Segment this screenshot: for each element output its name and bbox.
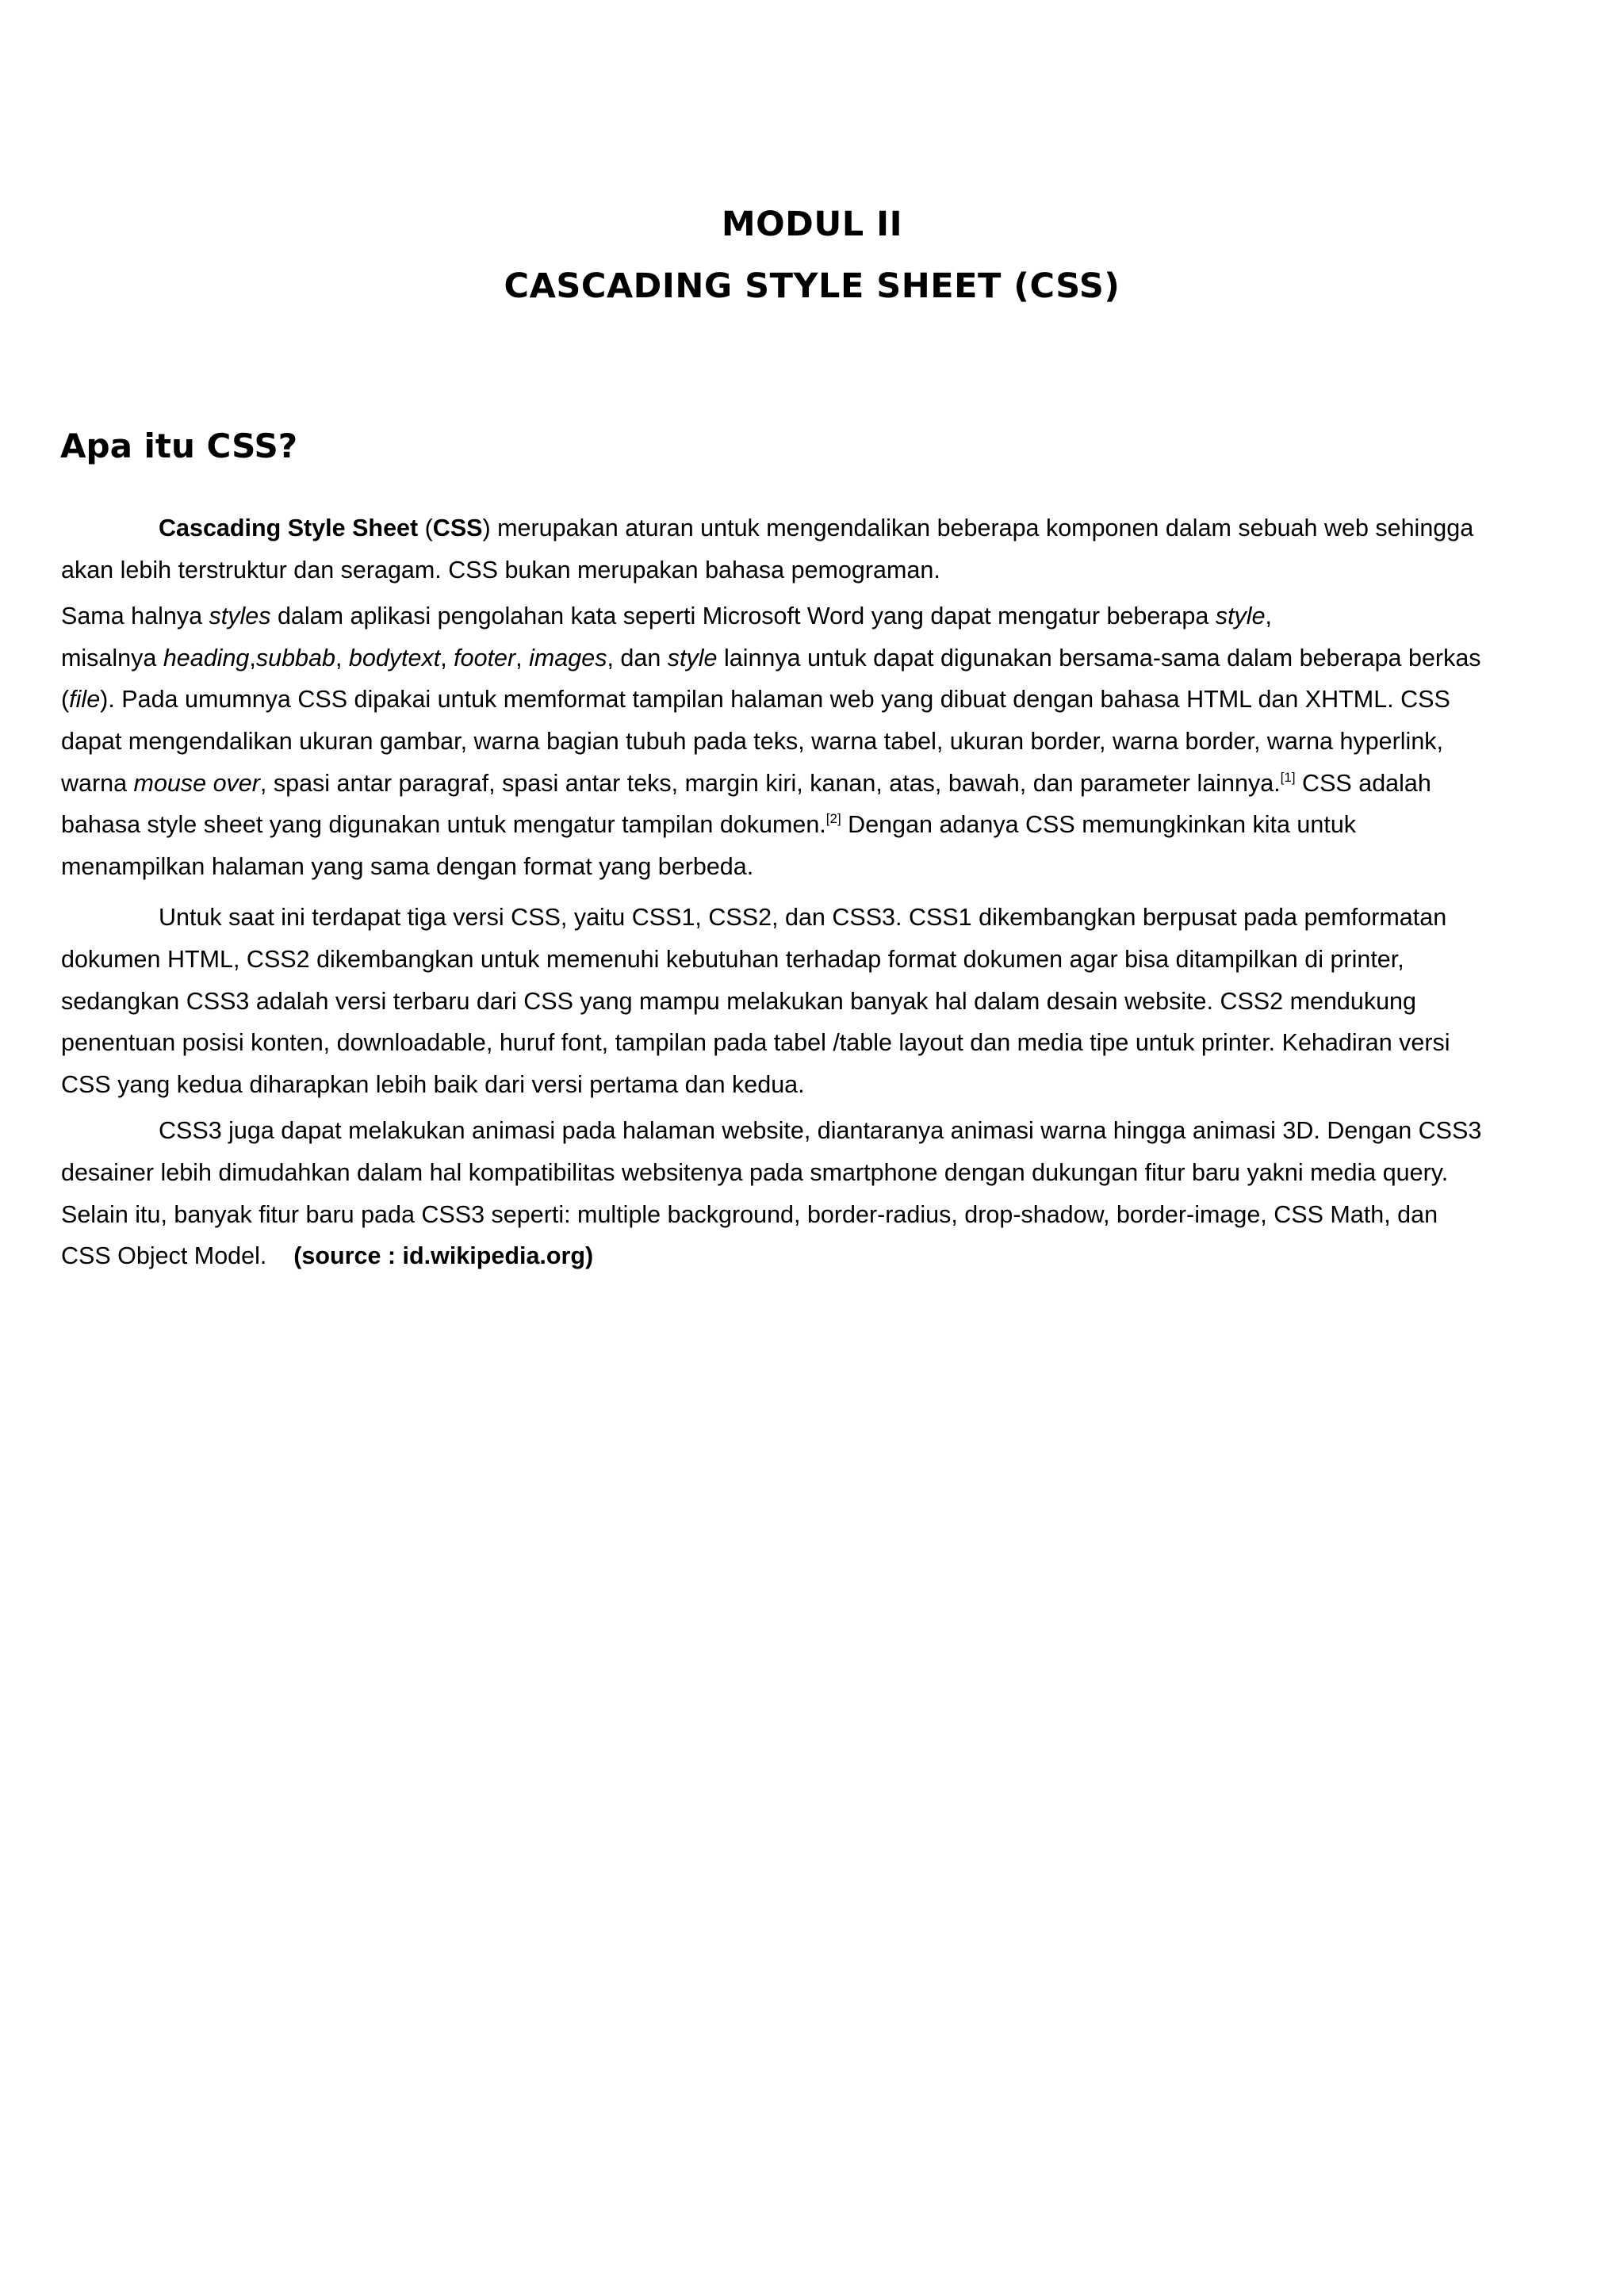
paragraph-4-line-2: desainer lebih dimudahkan dalam hal kompatibilitas websitenya pada smartphone dengan dukungan fitur baru yakni media query. bbox=[61, 1158, 1449, 1186]
text-span: , spasi antar paragraf, spasi antar teks, margin kiri, kanan, atas, bawah, dan parameter lainnya. bbox=[259, 769, 1281, 797]
paragraph-1-line-2: akan lebih terstruktur dan seragam. CSS bukan merupakan bahasa pemograman. bbox=[61, 556, 940, 584]
text-span: ) merupakan aturan untuk mengendalikan beberapa komponen dalam sebuah web sehingga bbox=[482, 515, 1474, 541]
paragraph-2-line-1 bbox=[61, 595, 1571, 637]
footnote-ref-2: [2] bbox=[825, 811, 841, 827]
paragraph-2-line-2 bbox=[61, 637, 1571, 679]
footnote-ref-1: [1] bbox=[1280, 769, 1296, 785]
italic-term: styles bbox=[209, 603, 271, 630]
paragraph-4-line-4 bbox=[61, 1235, 1571, 1277]
italic-term: style bbox=[667, 644, 718, 672]
text-span: CSS Object Model. bbox=[61, 1242, 294, 1270]
title-line-2: CASCADING STYLE SHEET (CSS) bbox=[504, 266, 1120, 306]
text-span: bahasa style sheet yang digunakan untuk mengatur tampilan dokumen. bbox=[61, 811, 826, 839]
paragraph-3-line-4: penentuan posisi konten, downloadable, huruf font, tampilan pada tabel /table layout dan media tipe untuk printer. Kehadiran versi bbox=[61, 1029, 1450, 1057]
paragraph-2 bbox=[61, 595, 1571, 887]
text-span: warna bbox=[61, 769, 134, 797]
italic-term: subbab bbox=[255, 644, 335, 672]
document-body bbox=[61, 507, 1571, 1277]
paragraph-4-line-1: CSS3 juga dapat melakukan animasi pada halaman website, diantaranya animasi warna hingga animasi 3D. Dengan CSS3 bbox=[159, 1117, 1482, 1145]
paragraph-2-line-7: menampilkan halaman yang sama dengan format yang berbeda. bbox=[61, 852, 754, 880]
text-span: Sama halnya bbox=[61, 603, 209, 630]
text-span: , bbox=[249, 644, 256, 672]
text-span: , bbox=[1265, 603, 1273, 630]
italic-term: bodytext bbox=[348, 644, 441, 672]
text-span: ). Pada umumnya CSS dipakai untuk memformat tampilan halaman web yang dibuat dengan bahasa HTML dan XHTML. CSS bbox=[100, 686, 1450, 714]
paragraph-1-line-1 bbox=[61, 507, 1571, 549]
text-span: , bbox=[440, 644, 454, 672]
paragraph-3-line-3: sedangkan CSS3 adalah versi terbaru dari CSS yang mampu melakukan banyak hal dalam desain website. CSS2 mendukung bbox=[61, 987, 1416, 1015]
title-line-1: MODUL II bbox=[721, 205, 903, 244]
text-span: ( bbox=[418, 515, 433, 541]
italic-term: mouse over bbox=[133, 769, 260, 797]
text-span: , dan bbox=[607, 644, 668, 672]
paragraph-2-line-6 bbox=[61, 804, 1571, 846]
italic-term: style bbox=[1215, 603, 1266, 630]
paragraph-3-line-2: dokumen HTML, CSS2 dikembangkan untuk memenuhi kebutuhan terhadap format dokumen agar bisa ditampilkan di printer, bbox=[61, 945, 1404, 973]
text-span: , bbox=[515, 644, 530, 672]
italic-term: footer bbox=[454, 644, 516, 672]
term-bold: Cascading Style Sheet bbox=[159, 515, 419, 541]
italic-term: heading bbox=[163, 644, 250, 672]
text-span: misalnya bbox=[61, 644, 163, 672]
paragraph-4 bbox=[61, 1110, 1571, 1276]
italic-term: images bbox=[529, 644, 607, 672]
document-title bbox=[0, 193, 1624, 317]
paragraph-4-line-3: Selain itu, banyak fitur baru pada CSS3 seperti: multiple background, border-radius, drop-shadow, border-image, CSS Math, dan bbox=[61, 1200, 1438, 1228]
text-span: dalam aplikasi pengolahan kata seperti Microsoft Word yang dapat mengatur beberapa bbox=[270, 603, 1216, 630]
paragraph-2-line-3 bbox=[61, 679, 1571, 721]
text-span: Dengan adanya CSS memungkinkan kita untuk bbox=[841, 811, 1357, 839]
text-span: ( bbox=[61, 686, 70, 714]
italic-term: file bbox=[69, 686, 101, 714]
source-citation: (source : id.wikipedia.org) bbox=[293, 1242, 594, 1270]
paragraph-3 bbox=[61, 897, 1571, 1105]
paragraph-3-line-1: Untuk saat ini terdapat tiga versi CSS, yaitu CSS1, CSS2, dan CSS3. CSS1 dikembangkan berpusat pada pemformatan bbox=[159, 904, 1447, 932]
abbr-bold: CSS bbox=[432, 515, 483, 541]
paragraph-2-line-4: dapat mengendalikan ukuran gambar, warna bagian tubuh pada teks, warna tabel, ukuran border, warna border, warna hyperlink, bbox=[61, 727, 1444, 755]
paragraph-1 bbox=[61, 507, 1571, 591]
text-span: , bbox=[335, 644, 349, 672]
section-heading: Apa itu CSS? bbox=[60, 427, 298, 465]
text-span: lainnya untuk dapat digunakan bersama-sama dalam beberapa berkas bbox=[717, 644, 1481, 672]
paragraph-2-line-5 bbox=[61, 763, 1571, 805]
text-span: CSS adalah bbox=[1295, 769, 1431, 797]
paragraph-3-line-5: CSS yang kedua diharapkan lebih baik dari versi pertama dan kedua. bbox=[61, 1070, 805, 1098]
